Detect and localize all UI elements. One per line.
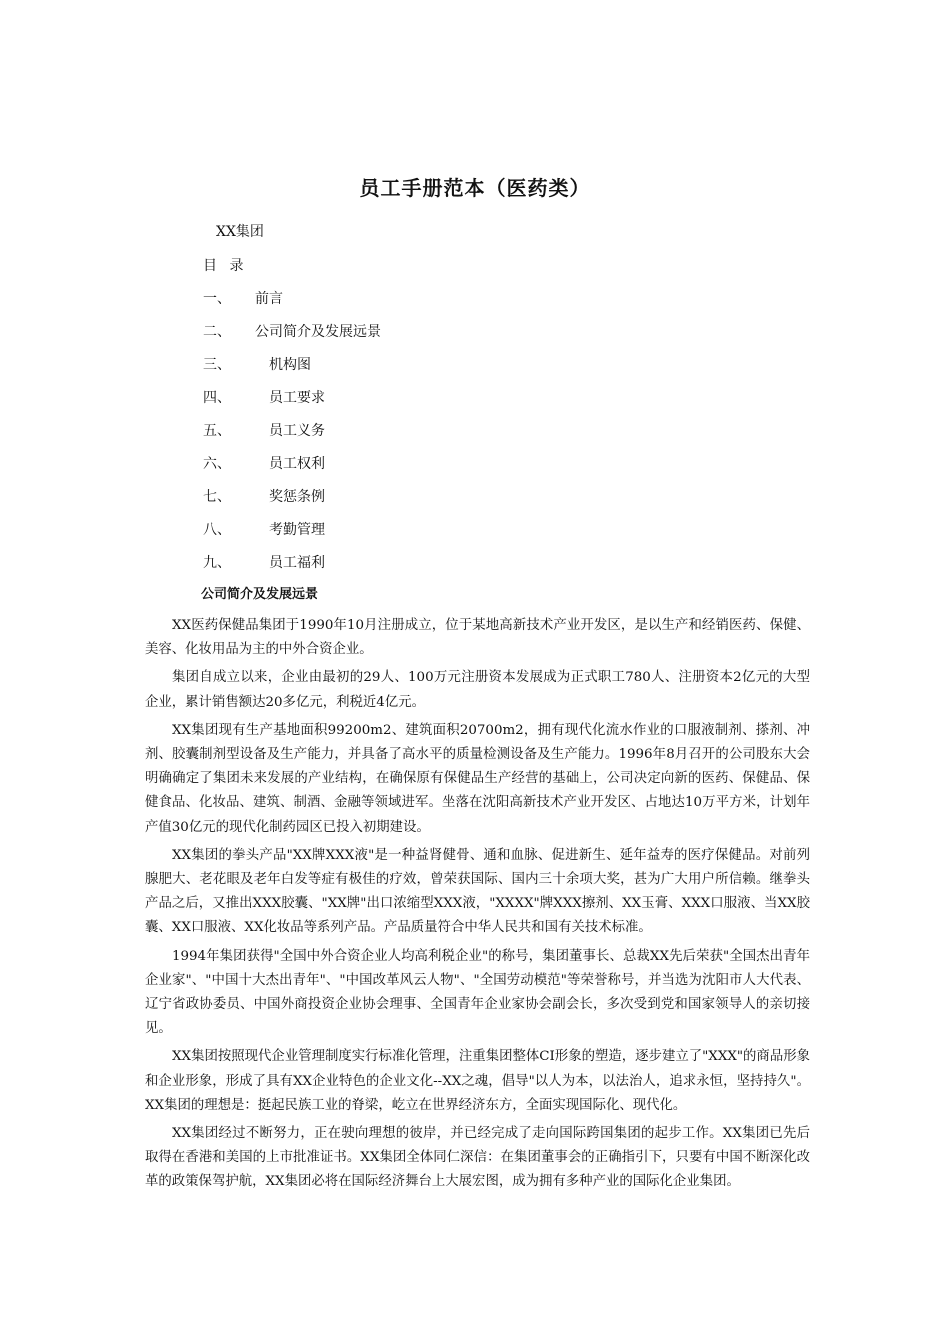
toc-number: 九、 (203, 555, 231, 571)
toc-label: 员工权利 (269, 456, 325, 472)
document-title: 员工手册范本（医药类） (359, 176, 591, 200)
toc-number: 六、 (203, 456, 231, 472)
toc-label: 员工福利 (269, 555, 325, 571)
organization-name: XX集团 (216, 224, 264, 240)
paragraph: XX集团按照现代企业管理制度实行标准化管理，注重集团整体CI形象的塑造，逐步建立了"XXX"的商品形象和企业形象，形成了具有XX企业特色的企业文化--XX之魂，倡导"以人为本，以法治人，追求永恒，坚持持久"。 XX集团的理想是：挺起民族工业的脊梁，屹立在世界经济东方，全面实现国际化、现代化。 (145, 1049, 810, 1113)
toc-label: 公司简介及发展远景 (255, 324, 381, 340)
paragraph: XX集团现有生产基地面积99200m2、建筑面积20700m2，拥有现代化流水作业的口服液制剂、搽剂、冲剂、胶囊制剂型设备及生产能力，并具备了高水平的质量检测设备及生产能力。1996年8月召开的公司股东大会明确确定了集团未来发展的产业结构，在确保原有保健品生产经营的基础上，公司决定向新的医药、保健品、保健食品、化妆品、建筑、制酒、金融等领域进军。坐落在沈阳高新技术产业开发区、占地达10万平方米，计划年产值30亿元的现代化制药园区已投入初期建设。 (145, 722, 810, 835)
toc-label: 前言 (255, 291, 283, 307)
toc-label: 员工义务 (269, 423, 325, 439)
paragraph: XX集团经过不断努力，正在驶向理想的彼岸，并已经完成了走向国际跨国集团的起步工作。XX集团已先后取得在香港和美国的上市批准证书。XX集团全体同仁深信：在集团董事会的正确指引下，只要有中国不断深化改革的政策保驾护航，XX集团必将在国际经济舞台上大展宏图，成为拥有多种产业的国际化企业集团。 (145, 1126, 810, 1190)
toc-number: 三、 (203, 357, 231, 373)
toc-heading: 目 录 (203, 258, 248, 274)
toc-number: 二、 (203, 324, 231, 340)
toc-number: 七、 (203, 489, 231, 505)
section-body (145, 614, 810, 1199)
paragraph: XX集团的拳头产品"XX牌XXX液"是一种益肾健骨、通和血脉、促进新生、延年益寿的医疗保健品。对前列腺肥大、老花眼及老年白发等症有极佳的疗效，曾荣获国际、国内三十余项大奖，甚为广大用户所信赖。继拳头产品之后，又推出XXX胶囊、"XX牌"出口浓缩型XXX液，"XXXX"牌XXX擦剂、XX玉膏、XXX口服液、当XX胶囊、XX口服液、XX化妆品等系列产品。产品质量符合中华人民共和国有关技术标准。 (145, 847, 810, 936)
toc-label: 奖惩条例 (269, 489, 325, 505)
toc-label: 机构图 (269, 357, 311, 373)
toc-number: 八、 (203, 522, 231, 538)
paragraph: 集团自成立以来，企业由最初的29人、100万元注册资本发展成为正式职工780人、注册资本2亿元的大型企业，累计销售额达20多亿元，利税近4亿元。 (145, 670, 810, 710)
paragraph: 1994年集团获得"全国中外合资企业人均高利税企业"的称号，集团董事长、总裁XX先后荣获"全国杰出青年企业家"、"中国十大杰出青年"、"中国改革风云人物"、"全国劳动模范"等荣誉称号，并当选为沈阳市人大代表、辽宁省政协委员、中国外商投资企业协会理事、全国青年企业家协会副会长，多次受到党和国家领导人的亲切接见。 (145, 948, 810, 1037)
toc-label: 员工要求 (269, 390, 325, 406)
toc-number: 一、 (203, 291, 231, 307)
section-heading: 公司简介及发展远景 (201, 587, 319, 602)
toc-label: 考勤管理 (269, 522, 325, 538)
toc-number: 四、 (203, 390, 231, 406)
toc-number: 五、 (203, 423, 231, 439)
paragraph: XX医药保健品集团于1990年10月注册成立，位于某地高新技术产业开发区，是以生产和经销医药、保健、美容、化妆用品为主的中外合资企业。 (145, 618, 810, 658)
